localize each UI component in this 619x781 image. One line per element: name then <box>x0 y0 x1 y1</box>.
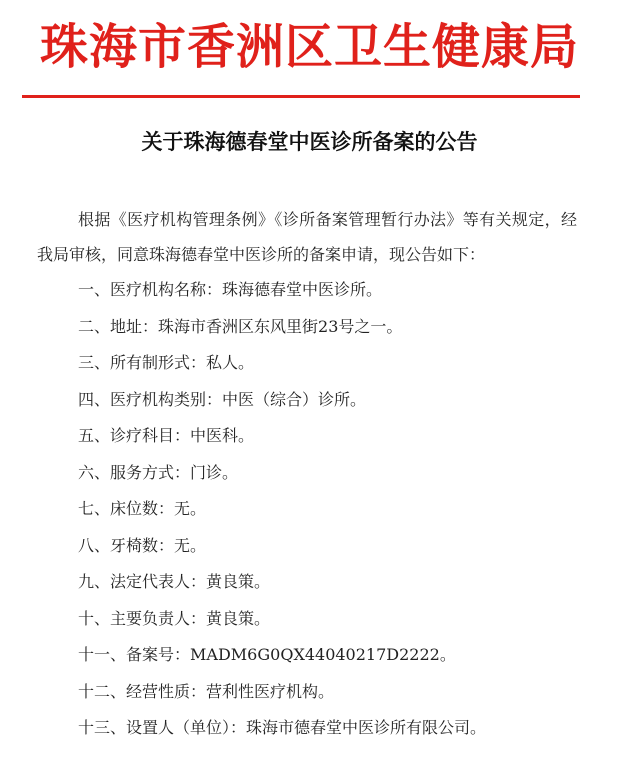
item-number: 十、 <box>78 608 111 628</box>
item-value: 无。 <box>174 535 207 555</box>
item-label: 医疗机构类别： <box>110 389 223 409</box>
item-number: 十二、 <box>78 681 127 701</box>
item-value: 珠海市香洲区东风里街23号之一。 <box>158 316 403 336</box>
item-value: 私人。 <box>206 353 255 372</box>
list-item <box>78 382 578 419</box>
item-label: 所有制形式： <box>110 353 207 372</box>
item-label: 床位数： <box>110 499 175 518</box>
item-label: 医疗机构名称： <box>110 280 223 299</box>
list-item <box>78 528 578 565</box>
item-number: 二、 <box>78 316 111 336</box>
item-value: 黄良策。 <box>206 608 271 628</box>
item-value: 珠海德春堂中医诊所。 <box>222 280 383 299</box>
item-value: 黄良策。 <box>206 572 271 591</box>
item-value: 门诊。 <box>190 462 239 482</box>
list-item <box>78 418 578 455</box>
item-label: 设置人（单位）： <box>126 718 247 737</box>
list-item <box>78 345 578 382</box>
item-value: 无。 <box>174 499 207 518</box>
item-value: 营利性医疗机构。 <box>206 681 335 701</box>
red-header-rule <box>22 95 580 98</box>
item-label: 诊疗科目： <box>110 426 191 445</box>
item-label: 主要负责人： <box>110 608 207 628</box>
item-number: 十一、 <box>78 645 127 664</box>
document-header <box>0 14 619 80</box>
item-number: 七、 <box>78 499 111 518</box>
item-label: 经营性质： <box>126 681 207 701</box>
list-item <box>78 564 578 601</box>
list-item <box>78 491 578 528</box>
list-item <box>78 710 578 747</box>
item-value: 珠海市德春堂中医诊所有限公司。 <box>246 718 487 737</box>
item-label: 服务方式： <box>110 462 191 482</box>
item-value: 中医（综合）诊所。 <box>222 389 367 409</box>
list-item <box>78 674 578 711</box>
notice-body <box>37 202 578 747</box>
list-item <box>78 637 578 674</box>
item-label: 备案号： <box>126 645 191 664</box>
agency-name-heading: 珠海市香洲区卫生健康局 <box>39 19 579 75</box>
list-item <box>78 309 578 346</box>
item-number: 五、 <box>78 426 111 445</box>
list-item <box>78 601 578 638</box>
item-label: 地址： <box>110 316 159 336</box>
item-number: 八、 <box>78 535 111 555</box>
item-number: 一、 <box>78 280 111 299</box>
intro-paragraph: 根据《医疗机构管理条例》《诊所备案管理暂行办法》等有关规定，经我局审核，同意珠海德春堂中医诊所的备案申请，现公告如下： <box>37 210 577 264</box>
list-item <box>78 272 578 309</box>
item-number: 六、 <box>78 462 111 482</box>
notice-title: 关于珠海德春堂中医诊所备案的公告 <box>141 129 478 154</box>
item-value: MADM6G0QX44040217D2222。 <box>190 645 456 664</box>
item-label: 法定代表人： <box>110 572 207 591</box>
item-number: 四、 <box>78 389 111 409</box>
item-label: 牙椅数： <box>110 535 175 555</box>
item-number: 十三、 <box>78 718 127 737</box>
item-number: 三、 <box>78 353 111 372</box>
item-value: 中医科。 <box>190 426 255 445</box>
list-item <box>78 455 578 492</box>
item-number: 九、 <box>78 572 111 591</box>
